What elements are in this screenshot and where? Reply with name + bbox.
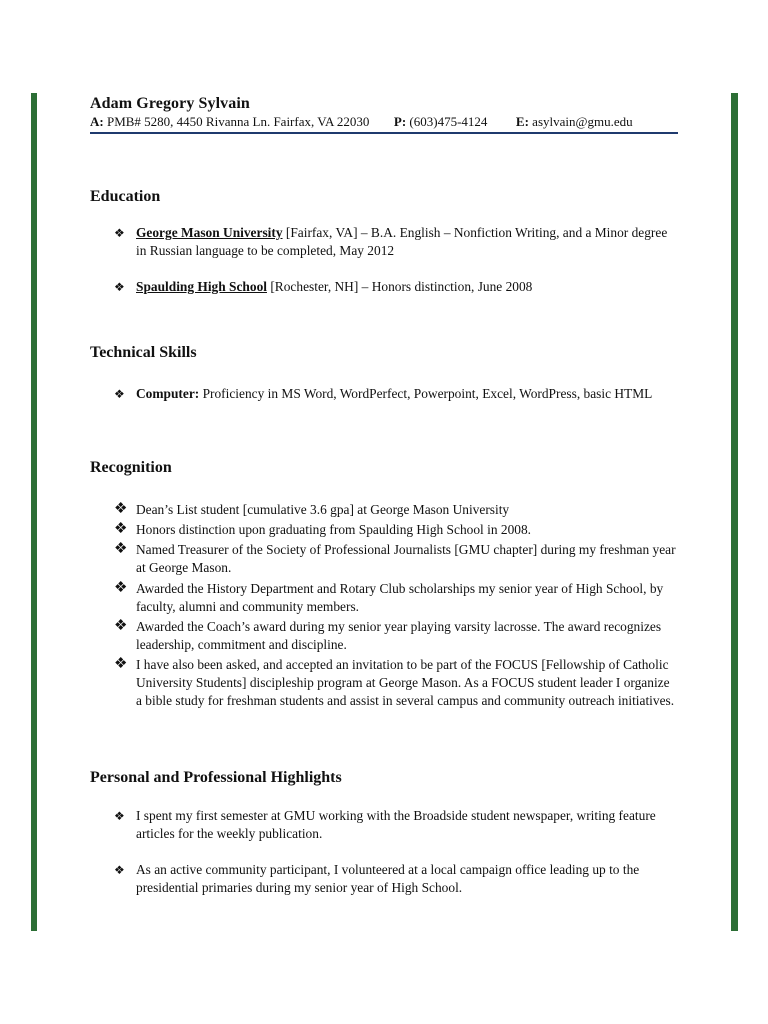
bullet-icon: ❖ <box>114 280 125 294</box>
recognition-item: ❖ I have also been asked, and accepted an invitation to be part of the FOCUS [Fellowship of Catholic University Students] discipleship program at George Mason. As a FOCUS student leader I organize a bible study for freshman students and assist in several campus and community outreach initiatives. <box>114 656 675 708</box>
skill-label: Computer: <box>136 386 200 401</box>
school-detail: [Fairfax, VA] – B.A. English – Nonfiction Writing, and a Minor degree in Russian language to be completed, May 2012 <box>136 225 668 258</box>
right-border-bar <box>731 93 738 931</box>
skill-detail: Proficiency in MS Word, WordPerfect, Powerpoint, Excel, WordPress, basic HTML <box>199 386 653 401</box>
bullet-icon: ❖ <box>114 541 128 557</box>
left-border-bar <box>31 93 37 931</box>
school-detail: [Rochester, NH] – Honors distinction, June 2008 <box>267 279 533 294</box>
recognition-heading: Recognition <box>90 459 172 476</box>
address: PMB# 5280, 4450 Rivanna Ln. Fairfax, VA 22030 <box>106 114 370 129</box>
skills-heading: Technical Skills <box>90 344 197 361</box>
highlight-item: ❖ I spent my first semester at GMU working with the Broadside student newspaper, writing feature articles for the weekly publication. <box>114 808 656 841</box>
phone-label: P: <box>393 114 407 129</box>
bullet-icon: ❖ <box>114 618 128 634</box>
education-item <box>114 278 678 296</box>
bullet-icon: ❖ <box>114 226 125 240</box>
recognition-item: ❖ Named Treasurer of the Society of Professional Journalists [GMU chapter] during my freshman year at George Mason. <box>114 541 676 575</box>
recognition-item: ❖ Honors distinction upon graduating from Spaulding High School in 2008. <box>114 521 531 537</box>
recognition-item: ❖ Dean’s List student [cumulative 3.6 gpa] at George Mason University <box>114 501 510 517</box>
recognition-item: ❖ Awarded the Coach’s award during my senior year playing varsity lacrosse. The award recognizes leadership, commitment and discipline. <box>114 618 662 652</box>
bullet-icon: ❖ <box>114 580 128 596</box>
school-name: Spaulding High School <box>136 279 267 294</box>
bullet-icon: ❖ <box>114 501 128 517</box>
bullet-icon: ❖ <box>114 387 125 401</box>
bullet-icon: ❖ <box>114 656 128 672</box>
phone: (603)475-4124 <box>409 114 488 129</box>
email-label: E: <box>515 114 529 129</box>
recognition-item: ❖ Awarded the History Department and Rotary Club scholarships my senior year of High School, by faculty, alumni and community members. <box>114 580 664 614</box>
resume-name: Adam Gregory Sylvain <box>90 95 250 112</box>
bullet-icon: ❖ <box>114 521 128 537</box>
bullet-icon: ❖ <box>114 809 125 823</box>
highlight-item: ❖ As an active community participant, I volunteered at a local campaign office leading up to the presidential primaries during my senior year of High School. <box>114 862 640 895</box>
school-name: George Mason University <box>136 225 283 240</box>
education-heading: Education <box>90 188 161 205</box>
skills-item <box>114 385 678 403</box>
address-label: A: <box>90 114 104 129</box>
contact-line <box>90 114 678 134</box>
bullet-icon: ❖ <box>114 863 125 877</box>
highlights-heading: Personal and Professional Highlights <box>90 769 342 786</box>
email: asylvain@gmu.edu <box>532 114 633 129</box>
education-item <box>114 224 678 260</box>
